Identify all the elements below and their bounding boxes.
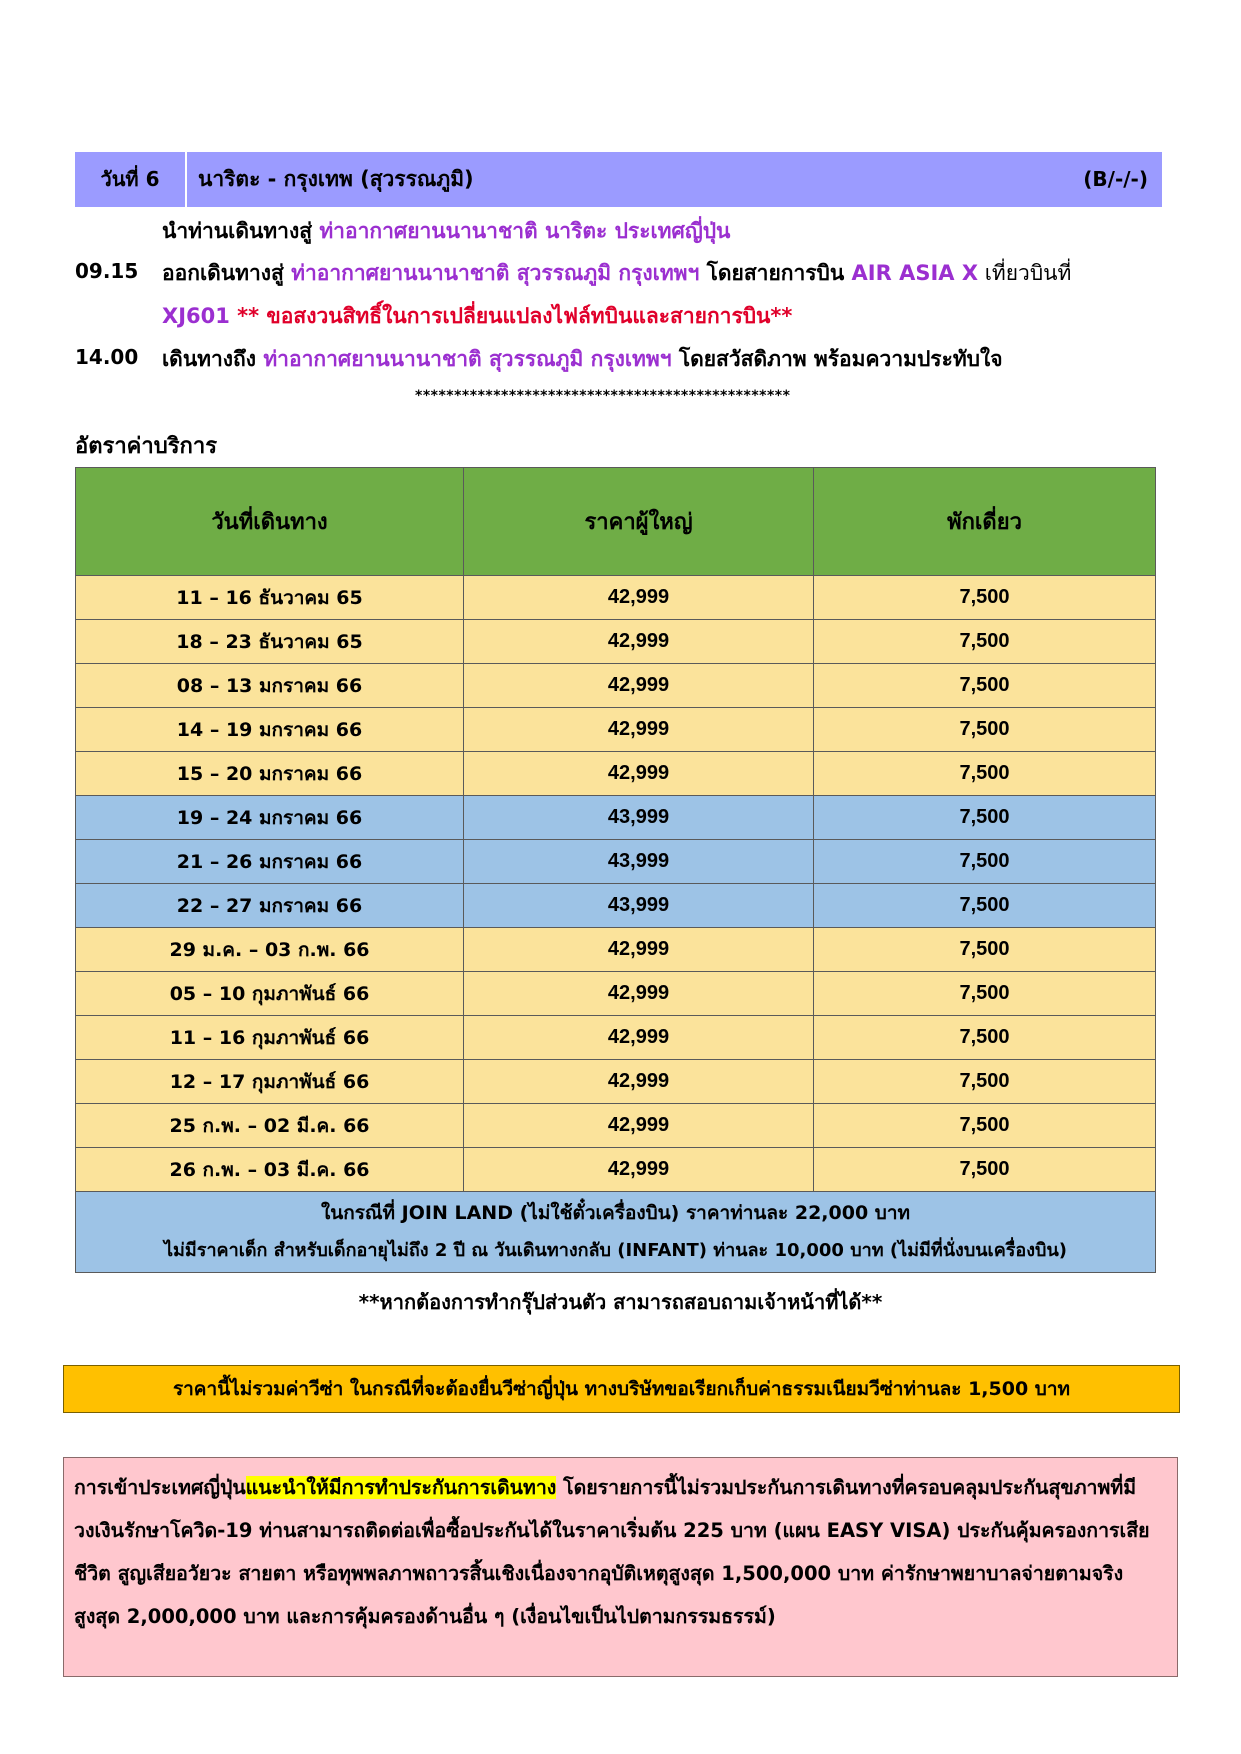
price-table-body: [76, 576, 1156, 1192]
travel-date-cell: 25 ก.พ. – 02 มี.ค. 66: [76, 1104, 464, 1148]
adult-price-cell: 43,999: [464, 884, 814, 928]
table-row: [76, 1060, 1156, 1104]
travel-date-cell: 08 – 13 มกราคม 66: [76, 664, 464, 708]
adult-price-cell: 42,999: [464, 620, 814, 664]
table-row: [76, 1104, 1156, 1148]
header-separator: [185, 152, 187, 207]
table-row: [76, 620, 1156, 664]
insurance-prefix: การเข้าประเทศญี่ปุ่น: [74, 1476, 246, 1499]
single-supplement-cell: 7,500: [814, 1060, 1156, 1104]
single-supplement-cell: 7,500: [814, 708, 1156, 752]
travel-date-cell: 21 – 26 มกราคม 66: [76, 840, 464, 884]
insurance-body: โดยรายการนี้ไม่รวมประกันการเดินทางที่ครอบคลุมประกันสุขภาพที่มีวงเงินรักษาโควิด-19 ท่านสามารถติดต่อเพื่อซื้อประกันได้ในราคาเริ่มต้น 225 บาท (แผน EASY VISA) ประกันคุ้มครองการเสียชีวิต สูญเสียอวัยวะ สายตา หรือทุพพลภาพถาวรสิ้นเชิงเนื่องจากอุบัติเหตุสูงสุด 1,500,000 บาท ค่ารักษาพยาบาลจ่ายตามจริงสูงสุด 2,000,000 บาท และการคุ้มครองด้านอื่น ๆ (เงื่อนไขเป็นไปตามกรรมธรรม์): [74, 1476, 1150, 1628]
itinerary-time: 14.00: [75, 345, 139, 369]
table-row: [76, 708, 1156, 752]
single-supplement-cell: 7,500: [814, 840, 1156, 884]
private-group-note: **หากต้องการทำกรุ๊ปส่วนตัว สามารถสอบถามเจ้าหน้าที่ได้**: [358, 1290, 883, 1314]
single-supplement-cell: 7,500: [814, 576, 1156, 620]
adult-price-cell: 42,999: [464, 664, 814, 708]
single-supplement-cell: 7,500: [814, 1016, 1156, 1060]
itinerary-text: เดินทางถึง: [162, 347, 264, 371]
join-land-note: ในกรณีที่ JOIN LAND (ไม่ใช้ตั๋วเครื่องบิน) ราคาท่านละ 22,000 บาท: [320, 1202, 911, 1224]
table-row: [76, 972, 1156, 1016]
header-adult-price: ราคาผู้ใหญ่: [464, 468, 814, 576]
table-row: [76, 1148, 1156, 1192]
adult-price-cell: 42,999: [464, 1104, 814, 1148]
adult-price-cell: 43,999: [464, 796, 814, 840]
single-supplement-cell: 7,500: [814, 752, 1156, 796]
single-supplement-cell: 7,500: [814, 796, 1156, 840]
day-meals: (B/-/-): [1083, 167, 1148, 191]
itinerary-place: ท่าอากาศยานนานาชาติ สุวรรณภูมิ กรุงเทพฯ: [263, 347, 672, 371]
single-supplement-cell: 7,500: [814, 972, 1156, 1016]
adult-price-cell: 42,999: [464, 928, 814, 972]
single-supplement-cell: 7,500: [814, 664, 1156, 708]
insurance-note-box: [63, 1457, 1178, 1677]
itinerary-text: โดยสวัสดิภาพ พร้อมความประทับใจ: [671, 347, 1003, 371]
table-row: [76, 1016, 1156, 1060]
adult-price-cell: 42,999: [464, 1060, 814, 1104]
travel-date-cell: 26 ก.พ. – 03 มี.ค. 66: [76, 1148, 464, 1192]
header-single-supplement: พักเดี่ยว: [814, 468, 1156, 576]
single-supplement-cell: 7,500: [814, 884, 1156, 928]
flight-disclaimer: ** ขอสงวนสิทธิ์ในการเปลี่ยนแปลงไฟล์ทบินและสายการบิน**: [229, 304, 793, 328]
airline-name: AIR ASIA X: [851, 261, 979, 285]
divider-stars: ************************************************: [415, 388, 791, 404]
single-supplement-cell: 7,500: [814, 928, 1156, 972]
itinerary-text: ออกเดินทางสู่: [162, 261, 292, 285]
single-supplement-cell: 7,500: [814, 620, 1156, 664]
rates-title: อัตราค่าบริการ: [75, 434, 218, 459]
table-note: [76, 1192, 1156, 1273]
price-table: [75, 467, 1156, 1273]
adult-price-cell: 42,999: [464, 708, 814, 752]
table-row: [76, 884, 1156, 928]
itinerary-place: ท่าอากาศยานนานาชาติ นาริตะ ประเทศญี่ปุ่น: [319, 219, 731, 243]
travel-date-cell: 05 – 10 กุมภาพันธ์ 66: [76, 972, 464, 1016]
itinerary-text: โดยสายการบิน: [699, 261, 852, 285]
travel-date-cell: 29 ม.ค. – 03 ก.พ. 66: [76, 928, 464, 972]
itinerary-place: ท่าอากาศยานนานาชาติ สุวรรณภูมิ กรุงเทพฯ: [291, 261, 700, 285]
adult-price-cell: 42,999: [464, 972, 814, 1016]
travel-date-cell: 12 – 17 กุมภาพันธ์ 66: [76, 1060, 464, 1104]
table-row: [76, 576, 1156, 620]
itinerary-text: นำท่านเดินทางสู่: [162, 219, 320, 243]
itinerary-text: เที่ยวบินที่: [978, 261, 1072, 285]
travel-date-cell: 15 – 20 มกราคม 66: [76, 752, 464, 796]
table-header-row: [76, 468, 1156, 576]
single-supplement-cell: 7,500: [814, 1148, 1156, 1192]
table-row: [76, 840, 1156, 884]
day-label: วันที่ 6: [100, 167, 160, 191]
flight-number: XJ601: [162, 304, 230, 328]
header-travel-date: วันที่เดินทาง: [76, 468, 464, 576]
table-row: [76, 664, 1156, 708]
itinerary-line: [162, 300, 792, 333]
travel-date-cell: 11 – 16 ธันวาคม 65: [76, 576, 464, 620]
day-header: [75, 152, 1162, 207]
infant-note: ไม่มีราคาเด็ก สำหรับเด็กอายุไม่ถึง 2 ปี ณ วันเดินทางกลับ (INFANT) ท่านละ 10,000 บาท (ไม่มีที่นั่งบนเครื่องบิน): [164, 1240, 1067, 1261]
adult-price-cell: 42,999: [464, 1148, 814, 1192]
insurance-highlight: แนะนำให้มีการทำประกันการเดินทาง: [245, 1476, 557, 1499]
adult-price-cell: 42,999: [464, 1016, 814, 1060]
itinerary-line: [162, 257, 1071, 290]
travel-date-cell: 22 – 27 มกราคม 66: [76, 884, 464, 928]
visa-note: ราคานี้ไม่รวมค่าวีซ่า ในกรณีที่จะต้องยื่นวีซ่าญี่ปุ่น ทางบริษัทขอเรียกเก็บค่าธรรมเนียมวีซ่าท่านละ 1,500 บาท: [172, 1378, 1071, 1400]
single-supplement-cell: 7,500: [814, 1104, 1156, 1148]
itinerary-time: 09.15: [75, 259, 139, 283]
itinerary-line: [162, 343, 1003, 376]
travel-date-cell: 14 – 19 มกราคม 66: [76, 708, 464, 752]
travel-date-cell: 11 – 16 กุมภาพันธ์ 66: [76, 1016, 464, 1060]
table-row: [76, 796, 1156, 840]
day-route: นาริตะ - กรุงเทพ (สุวรรณภูมิ): [198, 167, 474, 191]
table-row: [76, 752, 1156, 796]
adult-price-cell: 43,999: [464, 840, 814, 884]
travel-date-cell: 19 – 24 มกราคม 66: [76, 796, 464, 840]
table-row: [76, 928, 1156, 972]
adult-price-cell: 42,999: [464, 752, 814, 796]
travel-date-cell: 18 – 23 ธันวาคม 65: [76, 620, 464, 664]
visa-note-box: [63, 1365, 1180, 1413]
adult-price-cell: 42,999: [464, 576, 814, 620]
table-note-row: [76, 1192, 1156, 1273]
itinerary-line: [162, 215, 730, 248]
